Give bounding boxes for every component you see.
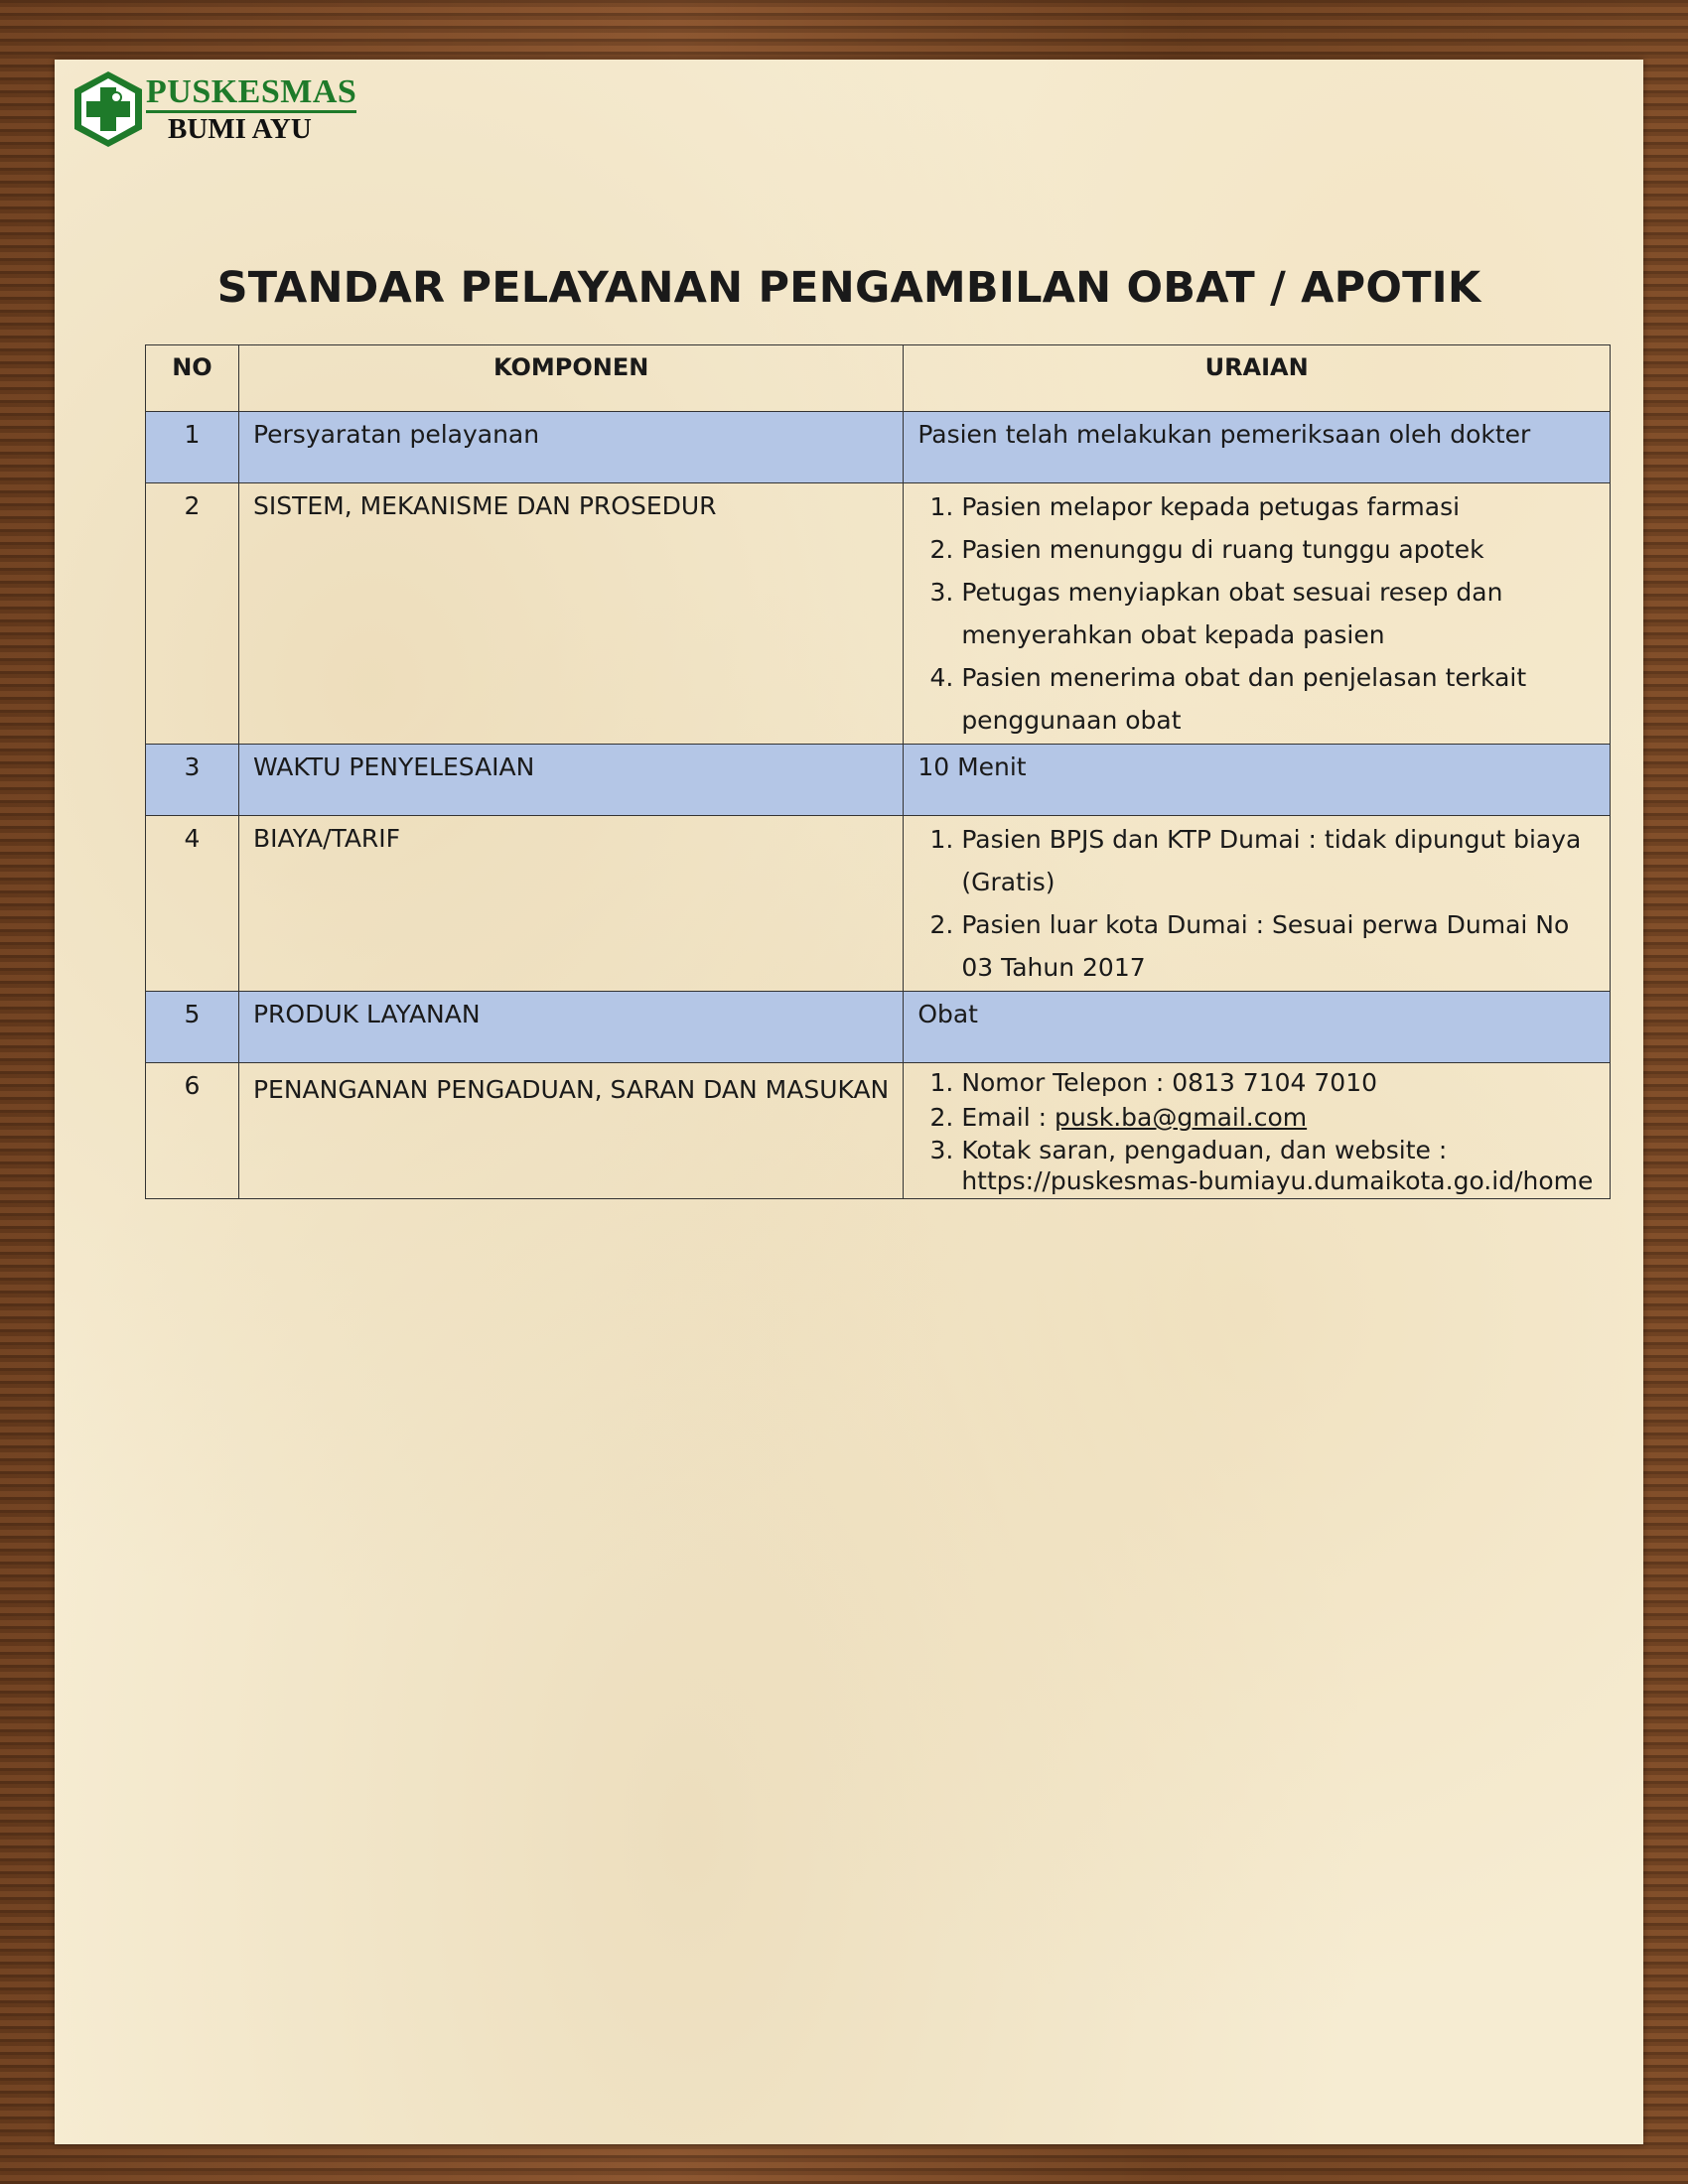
list-item: 2. Pasien luar kota Dumai : Sesuai perwa Dumai No 03 Tahun 2017: [961, 903, 1596, 989]
service-standard-table: [145, 344, 1611, 1199]
row-no: 1: [146, 412, 239, 483]
header-komponen: KOMPONEN: [238, 345, 903, 412]
list-item: [961, 1100, 1596, 1135]
list-item: 3. Kotak saran, pengaduan, dan website : https://puskesmas-bumiayu.dumaikota.go.id/home: [961, 1135, 1596, 1196]
row-uraian: Pasien telah melakukan pemeriksaan oleh dokter: [904, 412, 1611, 483]
logo-subtitle: BUMI AYU: [168, 112, 312, 145]
table-row: [146, 1063, 1611, 1199]
table-row: [146, 483, 1611, 745]
row-uraian: [904, 816, 1611, 992]
header-no: NO: [146, 345, 239, 412]
list-item: 4. Pasien menerima obat dan penjelasan terkait penggunaan obat: [961, 656, 1596, 742]
table-row: [146, 412, 1611, 483]
table-row: [146, 992, 1611, 1063]
row-no: 2: [146, 483, 239, 745]
row-no: 4: [146, 816, 239, 992]
document-title: STANDAR PELAYANAN PENGAMBILAN OBAT / APOTIK: [216, 263, 1481, 313]
email-link[interactable]: pusk.ba@gmail.com: [1055, 1103, 1308, 1132]
row-komponen: [238, 1063, 903, 1199]
list-item: 1. Pasien melapor kepada petugas farmasi: [961, 485, 1596, 528]
row-komponen: WAKTU PENYELESAIAN: [238, 745, 903, 816]
row-komponen: SISTEM, MEKANISME DAN PROSEDUR: [238, 483, 903, 745]
table-row: [146, 745, 1611, 816]
row-komponen: PRODUK LAYANAN: [238, 992, 903, 1063]
table-row: [146, 816, 1611, 992]
list-item: 1. Nomor Telepon : 0813 7104 7010: [961, 1065, 1596, 1100]
list-item: 2. Pasien menunggu di ruang tunggu apotek: [961, 528, 1596, 571]
logo-title: PUSKESMAS: [146, 75, 356, 113]
row-uraian: [904, 483, 1611, 745]
list-item: 1. Pasien BPJS dan KTP Dumai : tidak dipungut biaya (Gratis): [961, 818, 1596, 903]
header-uraian: URAIAN: [904, 345, 1611, 412]
row-uraian: [904, 1063, 1611, 1199]
row-no: 5: [146, 992, 239, 1063]
list-item: 3. Petugas menyiapkan obat sesuai resep dan menyerahkan obat kepada pasien: [961, 571, 1596, 656]
row-komponen: Persyaratan pelayanan: [238, 412, 903, 483]
row-uraian: Obat: [904, 992, 1611, 1063]
row-komponen: BIAYA/TARIF: [238, 816, 903, 992]
document-page: [55, 60, 1643, 2144]
puskesmas-logo: [72, 69, 356, 149]
row-no: 6: [146, 1063, 239, 1199]
row-no: 3: [146, 745, 239, 816]
table-header-row: [146, 345, 1611, 412]
health-cross-icon: [72, 69, 144, 149]
row-uraian: 10 Menit: [904, 745, 1611, 816]
email-label: Email :: [961, 1103, 1055, 1132]
row-komponen-text: PENANGANAN PENGADUAN, SARAN DAN MASUKAN: [252, 1075, 890, 1104]
